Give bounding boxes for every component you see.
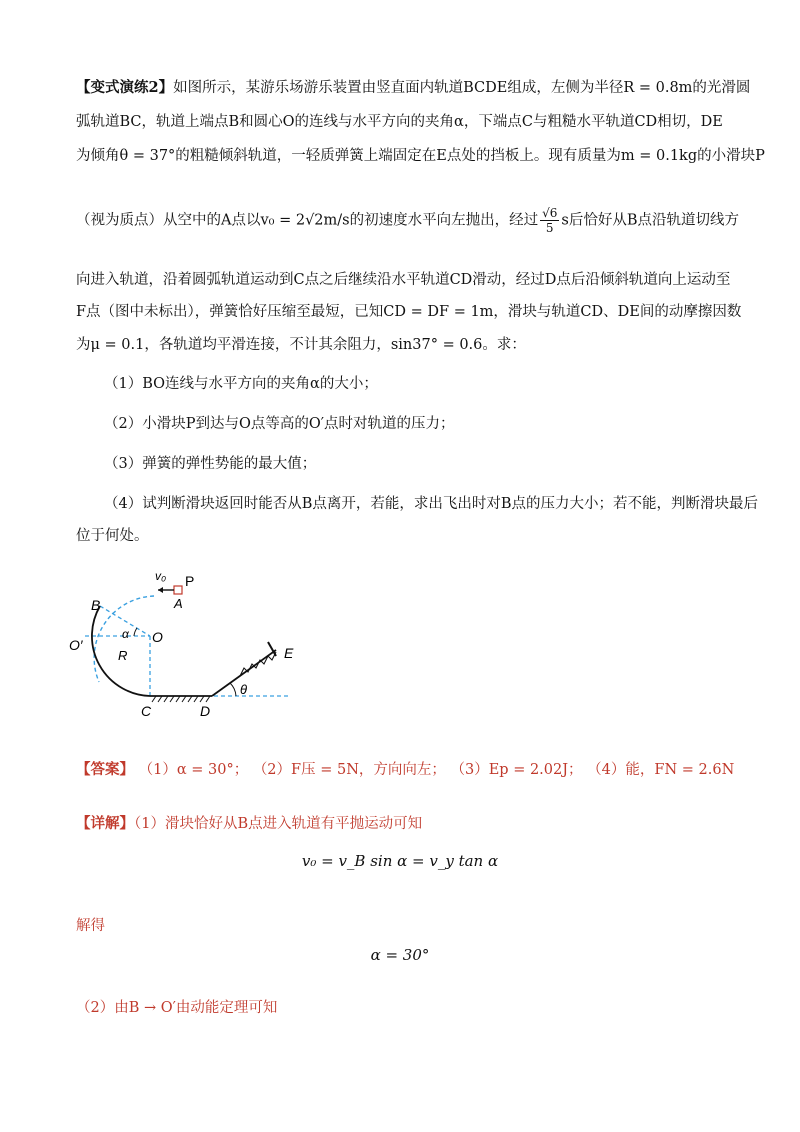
label-c: C [141,703,152,719]
answer-label: 【答案】 [76,761,134,778]
label-e: E [284,645,294,661]
label-o-prime: O′ [69,637,83,653]
detail-line-1: 【详解】（1）滑块恰好从B点进入轨道有平抛运动可知 [76,815,423,832]
label-d: D [200,703,211,719]
problem-line-5: 向进入轨道，沿着圆弧轨道运动到C点之后继续沿水平轨道CD滑动，经过D点后沿倾斜轨道向上运动至 [76,272,731,288]
detail-label: 【详解】 [76,815,134,832]
label-a: A [174,596,183,611]
answer-line: 【答案】 （1）α = 30°； （2）F压 = 5N，方向向左； （3）Ep = 2.02J； （4）能，FN = 2.6N [76,761,735,778]
problem-line-6: F点（图中未标出），弹簧恰好压缩至最短，已知CD = DF = 1m，滑块与轨道CD、DE间的动摩擦因数 [76,304,742,320]
label-theta: θ [240,682,248,697]
question-4-cont: 位于何处。 [76,528,149,544]
track-hatching [152,696,210,702]
slider-block [174,586,182,594]
theta-arc [230,683,236,696]
problem-label: 【变式演练2】 [76,79,174,96]
detail-solve: 解得 [76,918,105,934]
label-v0: v₀ [155,569,167,583]
detail-line-2: （2）由B → O′由动能定理可知 [76,1000,278,1016]
question-4: （4）试判断滑块返回时能否从B点离开，若能，求出飞出时对B点的压力大小；若不能，判断滑块最后 [104,496,759,512]
track-diagram [64,566,304,726]
question-3: （3）弹簧的弹性势能的最大值； [104,456,317,472]
question-1: （1）BO连线与水平方向的夹角α的大小； [104,376,378,392]
equation-2: α = 30° [370,946,430,964]
problem-line-3: 为倾角θ = 37°的粗糙倾斜轨道，一轻质弹簧上端固定在E点处的挡板上。现有质量为m = 0.1kg的小滑块P [76,148,765,164]
label-o: O [152,629,163,645]
problem-line-7: 为μ = 0.1，各轨道均平滑连接，不计其余阻力，sin37° = 0.6。求： [76,337,526,353]
problem-line-2: 弧轨道BC，轨道上端点B和圆心O的连线与水平方向的夹角α，下端点C与粗糙水平轨道CD相切，DE [76,114,723,130]
label-r: R [118,648,128,663]
velocity-arrow-head [158,587,163,593]
problem-line-4: （视为质点）从空中的A点以v₀ = 2√2m/s的初速度水平向左抛出，经过 $\frac{√6}{5}$ s后恰好从B点沿轨道切线方 [76,206,739,235]
equation-1: v₀ = v_B sin α = v_y tan α [301,852,499,870]
time-fraction: $\frac{√6}{5}$ [542,206,558,235]
question-2: （2）小滑块P到达与O点等高的O′点时对轨道的压力； [104,416,455,432]
label-p: P [185,573,195,589]
alpha-arc [134,628,137,636]
problem-line-1: 【变式演练2】如图所示，某游乐场游乐装置由竖直面内轨道BCDE组成，左侧为半径R = 0.8m的光滑圆 [76,79,751,96]
label-alpha: α [122,627,129,641]
label-b: B [91,597,101,613]
